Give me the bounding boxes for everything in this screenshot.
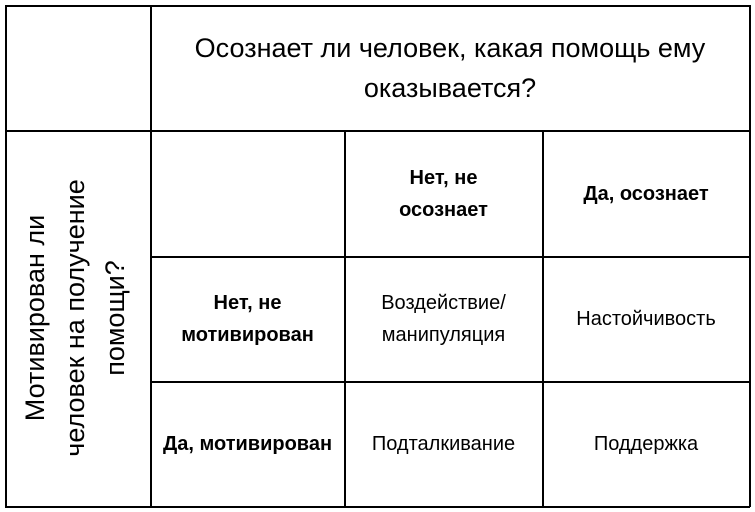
column-header-no-text: Нет, не осознает xyxy=(399,166,488,221)
border-bottom xyxy=(5,506,750,508)
row-header-no-text: Нет, не мотивирован xyxy=(181,292,314,346)
row-header-no xyxy=(151,257,344,381)
cell-nudging-text: Подталкивание xyxy=(371,433,516,455)
row-header-yes-text: Да, мотивирован xyxy=(162,433,333,455)
row-question xyxy=(5,168,145,468)
cell-persistence xyxy=(543,257,749,381)
column-question xyxy=(150,6,750,130)
column-question-text: Осознает ли человек, какая помощь ему оказывается? xyxy=(194,33,706,103)
row-question-text: Мотивирован ли человек на получение помощи? xyxy=(20,179,130,457)
column-header-yes-text: Да, осознает xyxy=(583,182,709,205)
column-header-yes xyxy=(543,131,749,256)
cell-persistence-text: Настойчивость xyxy=(576,308,716,330)
cell-support xyxy=(543,382,749,506)
cell-manipulation xyxy=(345,257,542,381)
cell-manipulation-text: Воздействие/ манипуляция xyxy=(381,292,506,346)
cell-nudging xyxy=(345,382,542,506)
row-header-yes xyxy=(151,382,344,506)
column-header-no xyxy=(345,131,542,256)
cell-support-text: Поддержка xyxy=(593,433,699,455)
